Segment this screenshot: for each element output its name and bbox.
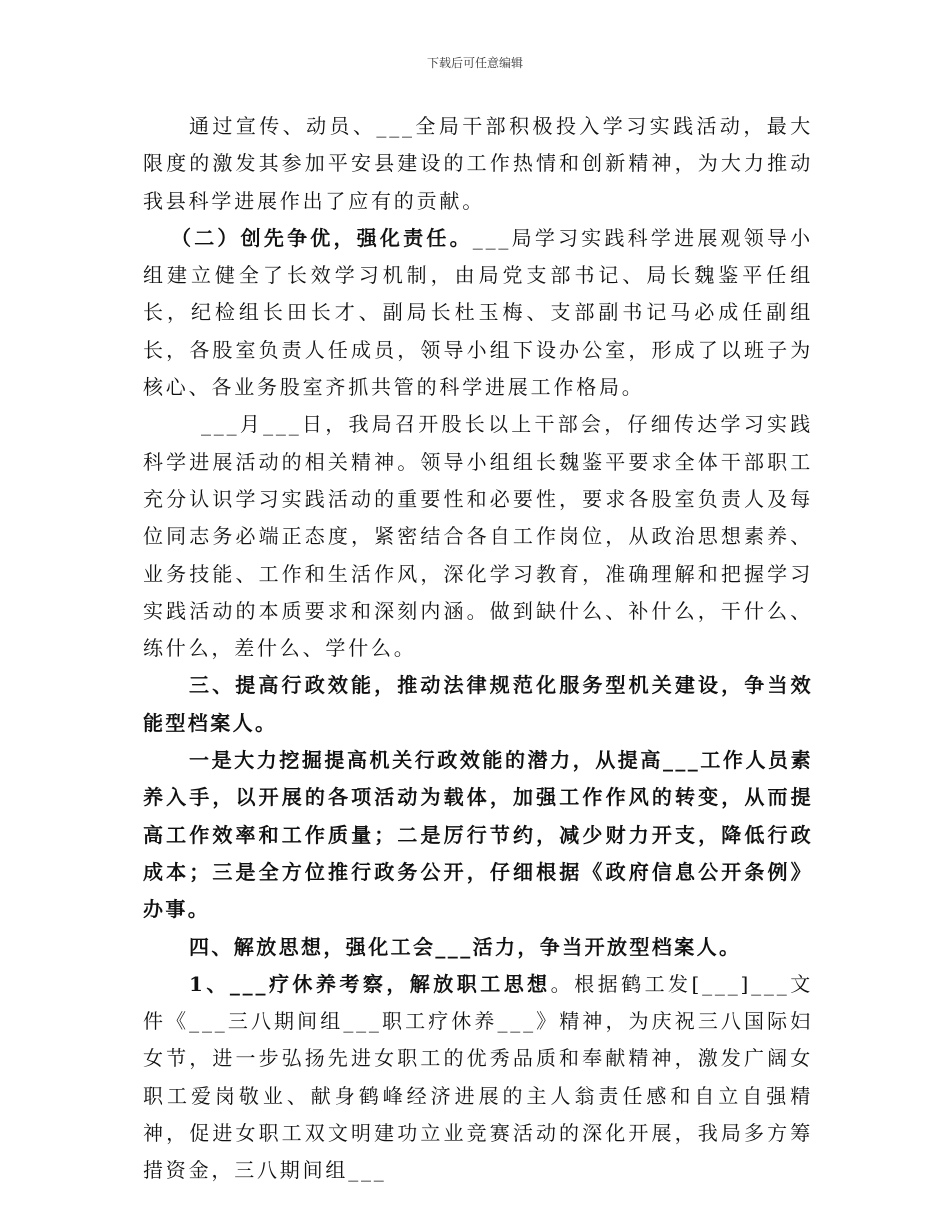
section-heading-3-text: 三、提高行政效能，推动法律规范化服务型机关建设，争当效能型档案人。 — [143, 673, 813, 735]
paragraph-3 — [143, 406, 813, 667]
paragraph-2-text: ___局学习实践科学进展观领导小组建立健全了长效学习机制，由局党支部书记、局长魏鉴平任组长，纪检组长田长才、副局长杜玉梅、支部副书记马必成任副组长，各股室负责人任成员，领导小组下设办公室，形成了以班子为核心、各业务股室齐抓共管的科学进展工作格局。 — [143, 225, 813, 400]
page-header: 下载后可任意编辑 — [426, 56, 523, 70]
paragraph-1-text: 通过宣传、动员、___全局干部积极投入学习实践活动，最大限度的激发其参加平安县建设的工作热情和创新精神，为大力推动我县科学进展作出了应有的贡献。 — [143, 114, 813, 213]
paragraph-7-text: 。根据鹤工发[___]___文件《___三八期间组___职工疗休养___》精神，为庆祝三八国际妇女节，进一步弘扬先进女职工的优秀品质和奉献精神，激发广阔女职工爱岗敬业、献身鹤峰经济进展的主人翁责任感和自立自强精神，促进女职工双文明建功立业竞赛活动的深化开展，我局多方筹措资金，三八期间组___ — [143, 971, 814, 1183]
paragraph-2 — [143, 220, 813, 406]
paragraph-7 — [143, 966, 813, 1190]
section-heading-3 — [143, 667, 813, 742]
paragraph-5 — [143, 742, 813, 928]
document-body — [143, 108, 813, 1190]
subsection-heading-1: 1、___疗休养考察，解放职工思想 — [189, 971, 551, 996]
section-heading-2: （二）创先争优，强化责任。 — [171, 225, 473, 250]
paragraph-5-text: 一是大力挖掘提高机关行政效能的潜力，从提高___工作人员素养入手，以开展的各项活动为载体，加强工作作风的转变，从而提高工作效率和工作质量；二是厉行节约，减少财力开支，降低行政成本；三是全方位推行政务公开，仔细根据《政府信息公开条例》办事。 — [143, 748, 813, 922]
paragraph-3-text: ___月___日，我局召开股长以上干部会，仔细传达学习实践科学进展活动的相关精神。领导小组组长魏鉴平要求全体干部职工充分认识学习实践活动的重要性和必要性，要求各股室负责人及每位同志务必端正态度，紧密结合各自工作岗位，从政治思想素养、业务技能、工作和生活作风，深化学习教育，准确理解和把握学习实践活动的本质要求和深刻内涵。做到缺什么、补什么，干什么、练什么，差什么、学什么。 — [143, 412, 813, 661]
paragraph-1 — [143, 108, 813, 220]
section-heading-4-text: 四、解放思想，强化工会___活力，争当开放型档案人。 — [189, 934, 742, 959]
section-heading-4 — [143, 929, 813, 966]
